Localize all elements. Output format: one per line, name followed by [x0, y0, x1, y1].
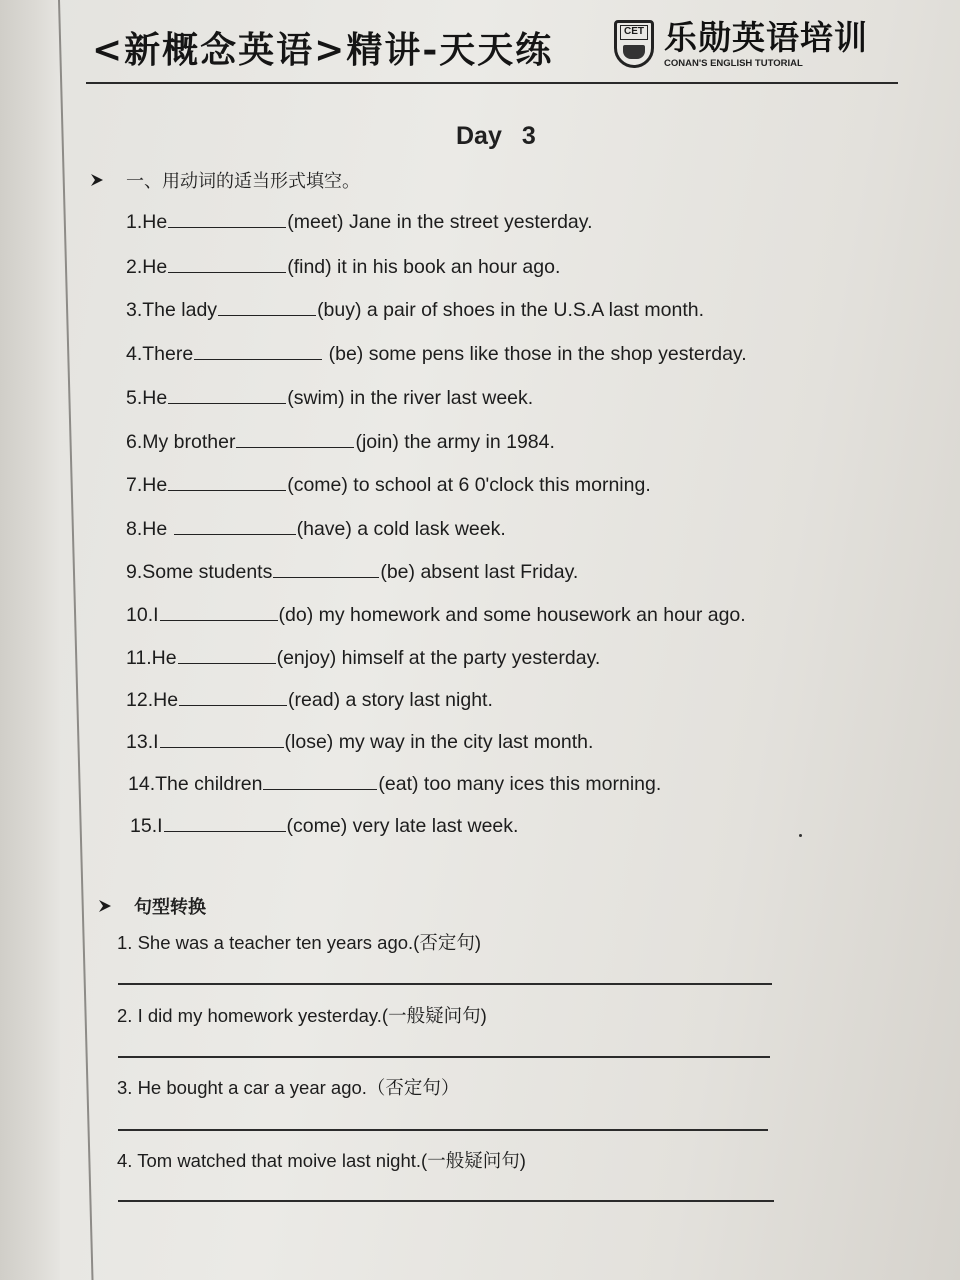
item-suffix: (lose) my way in the city last month. — [284, 731, 594, 753]
header-divider — [86, 82, 898, 84]
item-prefix: 15.I — [130, 815, 163, 837]
transform-item-2: 2. I did my homework yesterday.(一般疑问句) — [117, 1005, 487, 1026]
answer-blank[interactable] — [168, 383, 286, 404]
fill-item-14 — [128, 769, 661, 796]
fill-item-1 — [126, 207, 592, 234]
section-2-heading — [98, 893, 206, 919]
section-1-title: 一、用动词的适当形式填空。 — [126, 171, 360, 191]
item-prefix: 7.He — [126, 474, 168, 496]
fill-item-8 — [126, 514, 506, 541]
item-prefix: 4.There — [126, 343, 194, 365]
logo-name-cn: 乐勋英语培训 — [664, 18, 868, 57]
fill-item-3 — [126, 295, 704, 322]
answer-blank[interactable] — [194, 339, 322, 360]
fill-item-13 — [126, 727, 593, 754]
fill-item-10 — [126, 600, 746, 627]
item-prefix: 13.I — [126, 731, 159, 753]
item-suffix: (come) very late last week. — [286, 815, 519, 837]
item-suffix: (do) my homework and some housework an hour ago. — [278, 604, 746, 626]
answer-blank[interactable] — [178, 643, 276, 664]
item-prefix: 11.He — [126, 647, 177, 669]
item-prefix: 2.He — [126, 256, 168, 278]
section-1-heading — [90, 167, 360, 193]
worksheet-title: <新概念英语>精讲-天天练 — [92, 29, 554, 71]
answer-blank[interactable] — [160, 600, 278, 621]
item-prefix: 12.He — [126, 689, 179, 711]
item-suffix: (meet) Jane in the street yesterday. — [287, 211, 593, 233]
transform-item-1: 1. She was a teacher ten years ago.(否定句) — [117, 932, 482, 953]
item-suffix: (swim) in the river last week. — [287, 387, 534, 409]
answer-blank[interactable] — [174, 514, 296, 535]
answer-line-3[interactable] — [118, 1129, 768, 1131]
arrowhead-bullet-icon — [98, 899, 112, 913]
item-suffix: (be) some pens like those in the shop yesterday. — [323, 343, 747, 365]
answer-blank[interactable] — [218, 295, 316, 316]
item-prefix: 8.He — [126, 518, 173, 540]
item-prefix: 5.He — [126, 387, 168, 409]
fill-item-6 — [126, 427, 555, 454]
answer-blank[interactable] — [168, 470, 286, 491]
item-suffix: (join) the army in 1984. — [355, 431, 555, 453]
item-suffix: (find) it in his book an hour ago. — [287, 256, 561, 278]
school-logo — [614, 20, 868, 70]
shield-emblem — [623, 45, 645, 59]
logo-badge: CET — [620, 25, 648, 40]
arrowhead-bullet-icon — [90, 173, 104, 187]
fill-item-15 — [130, 811, 518, 838]
answer-blank[interactable] — [273, 557, 379, 578]
fill-item-4 — [126, 339, 747, 366]
transform-item-3: 3. He bought a car a year ago.（否定句） — [117, 1077, 460, 1098]
item-suffix: (come) to school at 6 0'clock this morning. — [287, 474, 651, 496]
fill-item-2 — [126, 252, 560, 279]
section-2-title: 句型转换 — [134, 897, 206, 917]
logo-text — [664, 20, 868, 70]
item-suffix: (have) a cold lask week. — [296, 518, 506, 540]
fill-item-11 — [126, 643, 600, 670]
item-suffix: (buy) a pair of shoes in the U.S.A last month. — [317, 299, 705, 321]
fill-item-5 — [126, 383, 533, 410]
day-label: Day — [456, 122, 502, 150]
item-prefix: 3.The lady — [126, 299, 218, 321]
answer-blank[interactable] — [168, 207, 286, 228]
logo-name-en: CONAN'S ENGLISH TUTORIAL — [664, 58, 803, 69]
item-suffix: (read) a story last night. — [288, 689, 493, 711]
fill-item-12 — [126, 685, 493, 712]
item-suffix: (be) absent last Friday. — [380, 561, 579, 583]
item-prefix: 1.He — [126, 211, 168, 233]
answer-blank[interactable] — [263, 769, 377, 790]
fill-item-7 — [126, 470, 651, 497]
item-suffix: (enjoy) himself at the party yesterday. — [276, 647, 601, 669]
transform-item-4: 4. Tom watched that moive last night.(一般疑问句) — [117, 1150, 526, 1171]
answer-blank[interactable] — [236, 427, 354, 448]
answer-line-4[interactable] — [118, 1200, 774, 1202]
item-prefix: 9.Some students — [126, 561, 273, 583]
day-heading — [456, 122, 536, 151]
answer-blank[interactable] — [179, 685, 287, 706]
answer-line-2[interactable] — [118, 1056, 770, 1058]
speck — [799, 834, 802, 837]
answer-blank[interactable] — [168, 252, 286, 273]
item-prefix: 10.I — [126, 604, 159, 626]
shield-logo-icon — [614, 20, 654, 68]
item-suffix: (eat) too many ices this morning. — [378, 773, 662, 795]
answer-blank[interactable] — [164, 811, 286, 832]
fill-item-9 — [126, 557, 578, 584]
answer-line-1[interactable] — [118, 983, 772, 985]
item-prefix: 6.My brother — [126, 431, 236, 453]
day-number: 3 — [521, 122, 536, 150]
item-prefix: 14.The children — [128, 773, 263, 795]
answer-blank[interactable] — [160, 727, 284, 748]
